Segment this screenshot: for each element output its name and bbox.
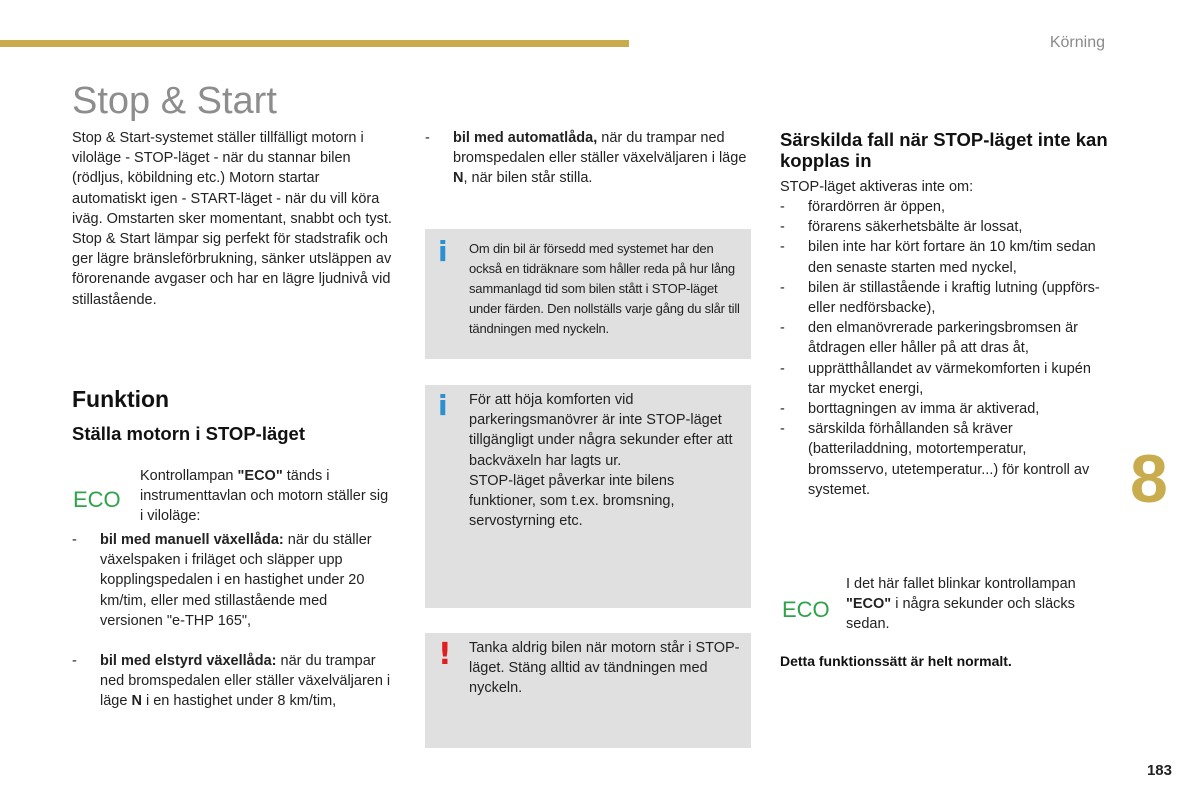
- list-item: [780, 197, 1110, 217]
- list-item: [780, 217, 1110, 237]
- list-dash: -: [780, 279, 785, 296]
- eco-icon-label: ECO: [782, 597, 830, 621]
- info-box-timer-text: Om din bil är försedd med systemet har den också en tidräknare som håller reda på hur lång sammanlagd tid som bilen stått i STOP-läget under färden. Den nollställs varje gång du slår till tändningen med nyckeln.: [469, 241, 740, 336]
- eco-blink-description: [846, 574, 1106, 635]
- warning-box-text: Tanka aldrig bilen när motorn står i STOP-läget. Stäng alltid av tändningen med nyckeln.: [469, 640, 740, 697]
- intro-paragraph-1: Stop & Start-systemet ställer tillfälligt motorn i viloläge - STOP-läget - när du stannar bilen (rödljus, köbildning etc.) Motorn startar automatiskt igen - START-läget - när du vill köra iväg. Omstarten sker momentant, snabbt och tyst.: [72, 130, 392, 227]
- electric-gearbox-item: [72, 651, 394, 712]
- section-label: Körning: [1049, 34, 1105, 51]
- manual-gearbox-text: [100, 530, 394, 631]
- list-item: [780, 399, 1110, 419]
- list-dash: -: [780, 360, 785, 377]
- automatic-gearbox-item: [425, 128, 751, 189]
- info-box-comfort-para-1: För att höja komforten vid parkeringsmanövrer är inte STOP-läget tillgängligt under några sekunder efter att backväxeln har lagts ur.: [469, 392, 733, 469]
- electric-gearbox-n: N: [131, 693, 142, 710]
- info-icon: i: [438, 235, 448, 268]
- list-item: [780, 237, 1110, 277]
- list-item-text: upprätthållandet av värmekomforten i kupén tar mycket energi,: [808, 360, 1091, 397]
- electric-gearbox-desc-a: när du trampar ned bromspedalen eller ställer växelväljaren i läge: [100, 653, 391, 710]
- chapter-number: 8: [1130, 441, 1168, 517]
- eco-indicator-icon: [72, 487, 128, 511]
- info-box-comfort-para-2: STOP-läget påverkar inte bilens funktioner, som t.ex. bromsning, servostyrning etc.: [469, 472, 675, 530]
- intro-text: [72, 128, 392, 310]
- manual-gearbox-desc: när du ställer växelspaken i friläget och släpper upp kopplingspedalen i en hastighet under 20 km/tim, eller med stillastående med versionen "e-THP 165",: [100, 532, 372, 629]
- eco-text-bold: "ECO": [237, 468, 283, 484]
- info-box-comfort: [425, 385, 751, 608]
- normal-operation-note: Detta funktionssätt är helt normalt.: [780, 653, 1012, 669]
- list-item: [780, 419, 1110, 500]
- stop-mode-subheading: Ställa motorn i STOP-läget: [72, 423, 306, 444]
- warning-box-refuel: [425, 633, 751, 748]
- electric-gearbox-text: [100, 651, 394, 712]
- list-item-text: förardörren är öppen,: [808, 199, 946, 215]
- special-cases-list: [780, 197, 1110, 500]
- eco-indicator-icon: [781, 597, 837, 621]
- list-dash: -: [780, 421, 785, 438]
- eco-icon-label: ECO: [73, 487, 121, 511]
- special-cases-heading: Särskilda fall när STOP-läget inte kan kopplas in: [780, 129, 1108, 171]
- header-accent-bar: [0, 40, 629, 47]
- page-title: Stop & Start: [72, 80, 277, 122]
- list-dash: -: [425, 130, 430, 146]
- list-dash: -: [72, 532, 77, 548]
- eco-text-before: Kontrollampan: [140, 468, 238, 484]
- automatic-gearbox-text: [453, 128, 751, 189]
- list-dash: -: [780, 320, 785, 337]
- automatic-gearbox-n: N: [453, 170, 464, 187]
- list-item: [780, 318, 1110, 358]
- page-number: 183: [1146, 762, 1172, 779]
- list-item-text: bilen är stillastående i kraftig lutning (uppförs- eller nedförsbacke),: [808, 279, 1100, 317]
- electric-gearbox-label: bil med elstyrd växellåda:: [100, 653, 277, 669]
- info-box-timer: [425, 229, 751, 359]
- special-cases-intro: STOP-läget aktiveras inte om:: [780, 179, 974, 195]
- manual-gearbox-item: [72, 530, 394, 631]
- eco-blink-text-bold: "ECO": [846, 596, 892, 613]
- eco-blink-text-after: i några sekunder och släcks sedan.: [846, 596, 1075, 633]
- eco-text-after: tänds i instrumenttavlan och motorn ställer sig i viloläge:: [140, 468, 389, 525]
- automatic-gearbox-label: bil med automatlåda,: [453, 130, 598, 146]
- list-dash: -: [780, 219, 785, 236]
- list-item-text: borttagningen av imma är aktiverad,: [808, 401, 1040, 418]
- intro-paragraph-2: Stop & Start lämpar sig perfekt för stadstrafik och ger lägre bränsleförbrukning, sänker utsläppen av förorenande avgaser och har en lägre ljudnivå vid stillastående.: [72, 231, 392, 308]
- list-item: [780, 359, 1110, 399]
- list-dash: -: [780, 239, 785, 256]
- info-icon: i: [438, 389, 448, 422]
- automatic-gearbox-desc-b: , när bilen står stilla.: [463, 170, 593, 187]
- warning-icon: !: [438, 637, 452, 672]
- list-item-text: särskilda förhållanden så kräver (batteriladdning, motortemperatur, bromsservo, utetemperatur...) för kontroll av systemet.: [808, 421, 1090, 498]
- list-dash: -: [780, 199, 785, 215]
- list-item-text: förarens säkerhetsbälte är lossat,: [808, 219, 1023, 236]
- eco-lamp-description: [140, 466, 395, 527]
- list-item-text: den elmanövrerade parkeringsbromsen är åtdragen eller håller på att dras åt,: [808, 320, 1079, 357]
- eco-blink-text-before: I det här fallet blinkar kontrollampan: [846, 576, 1076, 592]
- info-box-comfort-text: [469, 390, 741, 531]
- automatic-gearbox-desc-a: när du trampar ned bromspedalen eller ställer växelväljaren i läge: [453, 130, 747, 167]
- list-dash: -: [72, 653, 77, 669]
- funktion-heading: Funktion: [72, 386, 170, 412]
- manual-gearbox-label: bil med manuell växellåda:: [100, 532, 284, 548]
- list-dash: -: [780, 401, 785, 418]
- list-item-text: bilen inte har kört fortare än 10 km/tim sedan den senaste starten med nyckel,: [808, 239, 1096, 276]
- electric-gearbox-desc-b: i en hastighet under 8 km/tim,: [141, 693, 337, 710]
- list-item: [780, 278, 1110, 318]
